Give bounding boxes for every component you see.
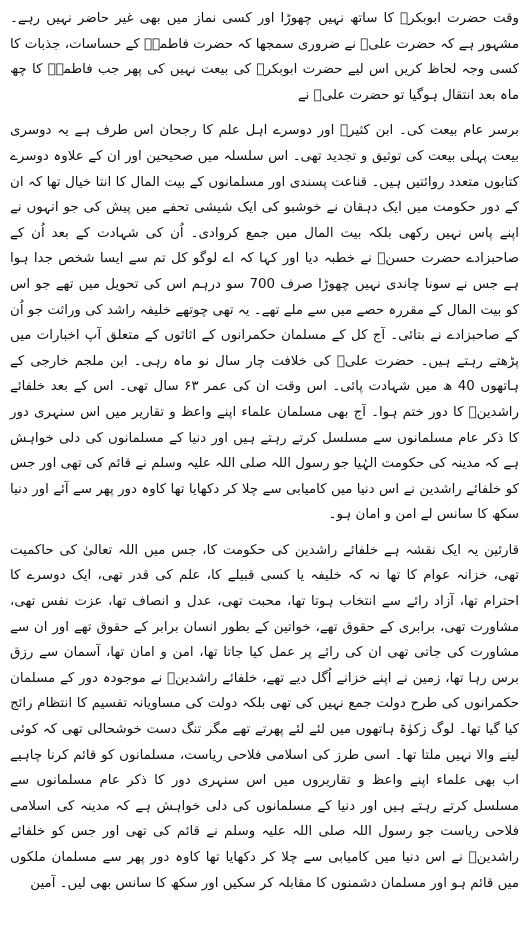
article-paragraph-3: قارئین یہ ایک نقشہ ہے خلفائے راشدین کی حکومت کا، جس میں اللہ تعالیٰ کی حاکمیت تھی، خزانہ عوام کا تھا نہ کہ خلیفہ یا کسی قبیلے کا، علم کی قدر تھی، ایک دوسرے کا احترام تھا، آزاد رائے سے انتخاب ہوتا تھا، محبت تھی، عدل و انصاف تھا، عزت نفس تھی، مشاورت تھی، برابری کے حقوق تھے، خواتین کے بطور انسان برابر کے حقوق تھے اور ان سے مشاورت کی جاتی تھی ان کی رائے پر عمل کیا جاتا تھا، امن و امان تھا، آسمان سے رزق برس رہا تھا، زمین نے اپنے خزانے اُگل دیے تھے، خلفائے راشدینؓ نے موجودہ دور کے مسلمان حکمرانوں کی طرح دولت جمع نہیں کی تھی بلکہ دولت کی مساویانہ تقسیم کا انتظام رائج کیا گیا تھا۔ لوگ زکوٰۃ ہاتھوں میں لئے لئے پھرتے تھے مگر تنگ دست خوشحالی تھی کہ کوئی لینے والا نہیں ملتا تھا۔ اسی طرز کی اسلامی فلاحی ریاست، مسلمانوں کو قائم کرنا چاہیے اب بھی علماء اپنے واعظ و تقاریروں میں اس سنہری دور کا ذکر عام مسلمانوں سے مسلسل کرتے رہتے ہیں اور دنیا کے مسلمانوں کی دلی خواہش ہے کہ مدینہ کی اسلامی فلاحی ریاست جو رسول اللہ صلی اللہ علیہ وسلم نے قائم کی تھی اور جس کو خلفائے راشدینؓ نے اس دنیا میں کامیابی سے چلا کر دکھایا تھا کاوہ دور پھر سے مسلمان ملکوں میں قائم ہو اور مسلمان دشمنوں کا مقابلہ کر سکیں اور سکھ کا سانس بھی لیں۔ آمین bbox=[10, 542, 519, 891]
article-paragraph-2: برسر عام بیعت کی۔ ابن کثیرؒ اور دوسرے اہل علم کا رجحان اس طرف ہے یہ دوسری بیعت پہلی بیعت کی توثیق و تجدید تھی۔ اس سلسلہ میں صحیحین اور ان کے علاوہ دوسرے کتابوں متعدد روائتیں ہیں۔ قناعت پسندی اور مسلمانوں کے بیت المال کا انتا خیال تھا کہ ان کے دور حکومت میں ایک دہقان نے خوشبو کی ایک شیشی تحفے میں پیش کی جو انہوں نے اپنے پاس نہیں رکھی بلکہ بیت المال میں جمع کروادی۔ اُن کی شہادت کے بعد اُن کے صاحبزادے حضرت حسنؓ نے خطبہ دیا اور کہا کہ اے لوگو کل تم سے ایسا شخص جدا ہوا ہے جس نے سونا چاندی نہیں چھوڑا صرف 700 سو درہم اس کی تحویل میں تھے جو اس کو بیت المال کے مقررہ حصے میں سے ملے تھے۔ یہ تھی چوتھے خلیفہ راشد کی وراثت جو اُن کے صاحبزادے نے بتائی۔ آج کل کے مسلمان حکمرانوں کے اثاثوں کے متعلق آپ اخبارات میں پڑھتے رہتے ہیں۔ حضرت علیؓ کی خلافت چار سال نو ماہ رہی۔ ابن ملجم خارجی کے ہاتھوں 40 ھ میں شہادت پائی۔ اس وقت ان کی عمر ۶۳ سال تھی۔ اس کے بعد خلفائے راشدینؓ کا دور ختم ہوا۔ آج بھی مسلمان علماء اپنے واعظ و تقاریر میں اس سنہری دور کا ذکر عام مسلمانوں سے مسلسل کرتے رہتے ہیں اور دنیا کے مسلمانوں کی دلی خواہش ہے کہ مدینہ کی حکومت الہٰیا جو رسول اللہ صلی اللہ علیہ وسلم نے قائم کی تھی اور جس کو خلفائے راشدین نے اس دنیا میں کامیابی سے چلا کر دکھایا تھا کاوہ دور پھر سے آئے اور دنیا سکھ کا سانس لے امن و امان ہو۔ bbox=[10, 123, 519, 523]
article-paragraph-1: وقت حضرت ابوبکرؓ کا ساتھ نہیں چھوڑا اور کسی نماز میں بھی غیر حاضر نہیں رہے۔ مشہور ہے کہ حضرت علیؓ نے ضروری سمجھا کہ حضرت فاطمہؓ کے حساسات، جذبات کا کسی وجہ لحاظ کریں اس لیے حضرت ابوبکرؓ کی بیعت نہیں کی پھر جب فاطمہؓ کا چھ ماہ بعد انتقال ہوگیا تو حضرت علیؓ نے bbox=[10, 11, 519, 103]
